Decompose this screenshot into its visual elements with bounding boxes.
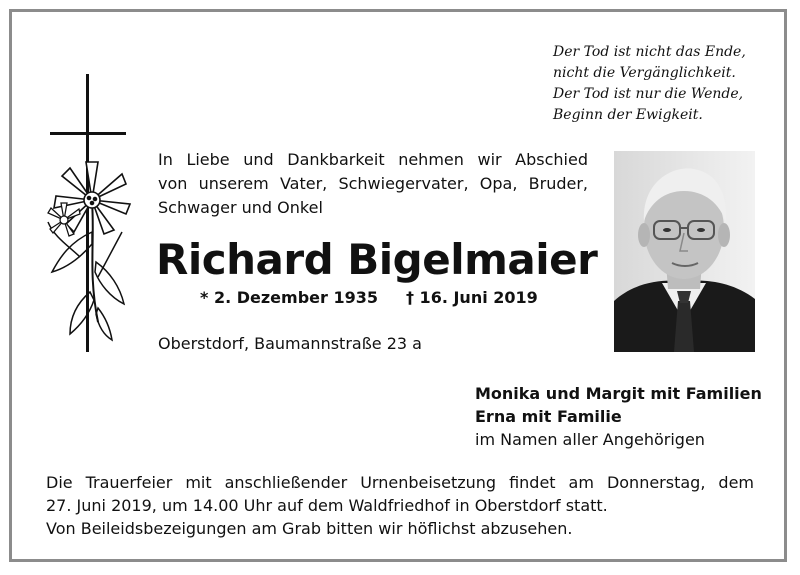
intro-text: [158, 148, 588, 220]
cross-with-edelweiss-icon: [40, 72, 140, 357]
mourners-line: Monika und Margit mit Familien: [475, 384, 762, 403]
funeral-line: Die Trauerfeier mit anschließender Urnenbeisetzung findet am Donnerstag, dem: [46, 473, 754, 492]
life-dates: [200, 288, 538, 307]
poem: [553, 42, 788, 126]
portrait-photo: [614, 151, 755, 352]
birth-date: * 2. Dezember 1935: [200, 288, 378, 307]
poem-line: nicht die Vergänglichkeit.: [553, 65, 736, 81]
mourners: [475, 382, 762, 451]
intro-line: von unserem Vater, Schwiegervater, Opa, Bruder,: [158, 174, 588, 193]
funeral-line: 27. Juni 2019, um 14.00 Uhr auf dem Waldfriedhof in Oberstdorf statt.: [46, 496, 608, 515]
intro-line: In Liebe und Dankbarkeit nehmen wir Abschied: [158, 150, 588, 169]
mourners-line: Erna mit Familie: [475, 407, 622, 426]
funeral-line: Von Beileidsbezeigungen am Grab bitten wir höflichst abzusehen.: [46, 519, 573, 538]
death-date: † 16. Juni 2019: [405, 288, 538, 307]
intro-line: Schwager und Onkel: [158, 198, 323, 217]
funeral-info: [46, 471, 754, 540]
poem-line: Beginn der Ewigkeit.: [553, 107, 703, 123]
deceased-name: Richard Bigelmaier: [156, 235, 598, 284]
poem-line: Der Tod ist nur die Wende,: [553, 86, 744, 102]
poem-line: Der Tod ist nicht das Ende,: [553, 44, 746, 60]
mourners-line: im Namen aller Angehörigen: [475, 430, 705, 449]
address: Oberstdorf, Baumannstraße 23 a: [158, 334, 422, 353]
portrait-figure: [614, 151, 755, 352]
